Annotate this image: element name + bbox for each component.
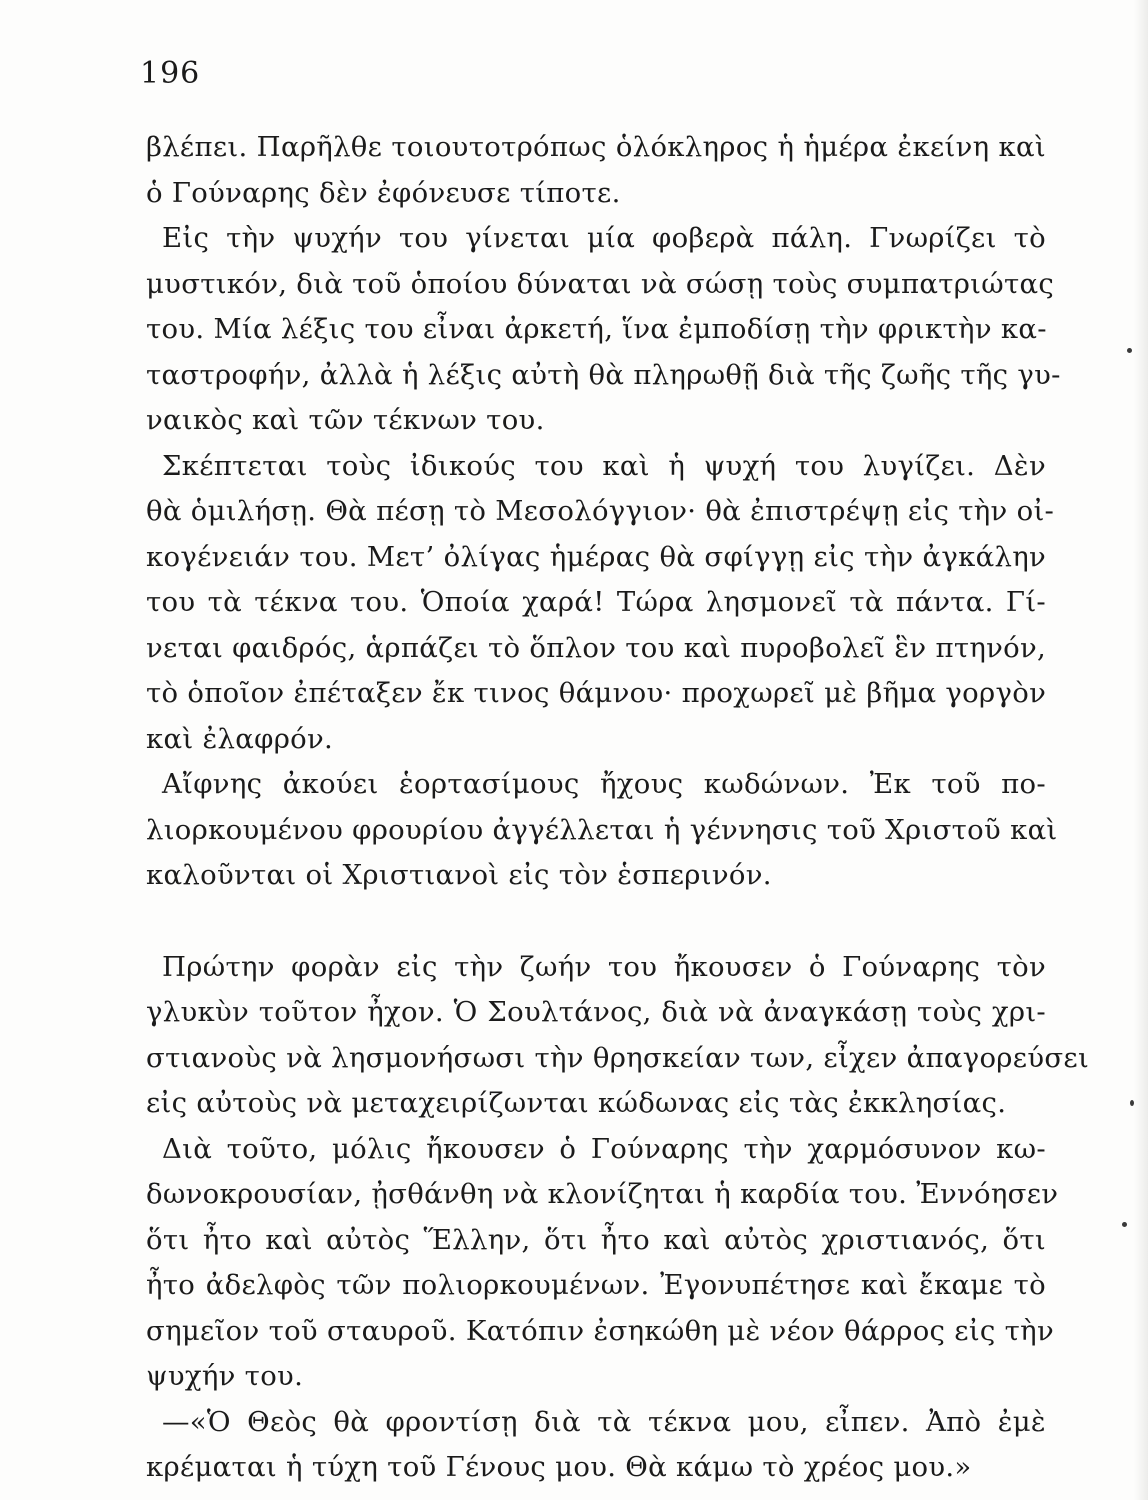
- section-gap: [146, 899, 1046, 945]
- text-line: μυστικόν, διὰ τοῦ ὁποίου δύναται νὰ σώσῃ τοὺς συμπατριώτας: [146, 267, 1055, 300]
- paragraph: [146, 125, 1046, 216]
- scan-speck: [1127, 348, 1132, 353]
- text-line: καὶ ἐλαφρόν.: [146, 722, 334, 755]
- text-line: του τὰ τέκνα του. Ὁποία χαρά! Τώρα λησμονεῖ τὰ πάντα. Γί-: [146, 586, 1046, 618]
- text-line: Αἴφνης ἀκούει ἑορτασίμους ἤχους κωδώνων. Ἐκ τοῦ πο-: [162, 768, 1046, 800]
- page-number: 196: [140, 56, 201, 91]
- text-line: Πρώτην φορὰν εἰς τὴν ζωήν του ἤκουσεν ὁ Γούναρης τὸν: [162, 950, 1046, 983]
- text-line: καλοῦνται οἱ Χριστιανοὶ εἰς τὸν ἑσπερινόν.: [146, 859, 772, 891]
- paragraph: [146, 945, 1090, 1127]
- text-line: ψυχήν του.: [146, 1360, 304, 1392]
- text-line: βλέπει. Παρῆλθε τοιουτοτρόπως ὁλόκληρος ἡ ἡμέρα ἐκείνη καὶ: [146, 131, 1046, 163]
- text-line: γλυκὺν τοῦτον ἦχον. Ὁ Σουλτάνος, διὰ νὰ ἀναγκάσῃ τοὺς χρι-: [146, 996, 1046, 1028]
- text-line: τὸ ὁποῖον ἐπέταξεν ἔκ τινος θάμνου· προχωρεῖ μὲ βῆμα γοργὸν: [146, 677, 1047, 709]
- body-text: [146, 125, 1090, 1491]
- text-line: —«Ὁ Θεὸς θὰ φροντίσῃ διὰ τὰ τέκνα μου, εἶπεν. Ἀπὸ ἐμὲ: [162, 1405, 1046, 1438]
- page-edge-shadow: [1134, 0, 1148, 1500]
- text-line: Εἰς τὴν ψυχήν του γίνεται μία φοβερὰ πάλη. Γνωρίζει τὸ: [162, 222, 1046, 254]
- scan-speck: [1122, 1222, 1127, 1227]
- text-line: του. Μία λέξις του εἶναι ἀρκετή, ἵνα ἐμποδίσῃ τὴν φρικτὴν κα-: [146, 313, 1047, 345]
- text-line: ταστροφήν, ἀλλὰ ἡ λέξις αὐτὴ θὰ πληρωθῇ διὰ τῆς ζωῆς τῆς γυ-: [146, 358, 1061, 391]
- text-line: κρέμαται ἡ τύχη τοῦ Γένους μου. Θὰ κάμω τὸ χρέος μου.»: [146, 1451, 972, 1483]
- text-line: κογένειάν του. Μετ’ ὀλίγας ἡμέρας θὰ σφίγγῃ εἰς τὴν ἀγκάλην: [146, 540, 1046, 573]
- text-line: θὰ ὁμιλήσῃ. Θὰ πέσῃ τὸ Μεσολόγγιον· θὰ ἐπιστρέψῃ εἰς τὴν οἰ-: [146, 495, 1055, 527]
- paragraph: [146, 1127, 1059, 1400]
- text-line: εἰς αὐτοὺς νὰ μεταχειρίζωνται κώδωνας εἰς τὰς ἐκκλησίας.: [146, 1087, 1007, 1119]
- text-line: Διὰ τοῦτο, μόλις ἤκουσεν ὁ Γούναρης τὴν χαρμόσυνον κω-: [162, 1132, 1046, 1165]
- text-line: δωνοκρουσίαν, ᾐσθάνθη νὰ κλονίζηται ἡ καρδία του. Ἐννόησεν: [146, 1178, 1059, 1210]
- text-line: ὁ Γούναρης δὲν ἐφόνευσε τίποτε.: [146, 176, 621, 209]
- text-line: λιορκουμένου φρουρίου ἀγγέλλεται ἡ γέννησις τοῦ Χριστοῦ καὶ: [146, 813, 1058, 846]
- text-line: στιανοὺς νὰ λησμονήσωσι τὴν θρησκείαν των, εἶχεν ἀπαγορεύσει: [146, 1041, 1090, 1074]
- text-line: σημεῖον τοῦ σταυροῦ. Κατόπιν ἐσηκώθη μὲ νέον θάρρος εἰς τὴν: [146, 1314, 1054, 1347]
- text-line: ἦτο ἀδελφὸς τῶν πολιορκουμένων. Ἐγονυπέτησε καὶ ἔκαμε τὸ: [146, 1269, 1046, 1301]
- paragraph: [146, 216, 1061, 444]
- paragraph: [146, 762, 1058, 899]
- text-line: νεται φαιδρός, ἁρπάζει τὸ ὅπλον του καὶ πυροβολεῖ ἓν πτηνόν,: [146, 631, 1047, 664]
- text-line: ὅτι ἦτο καὶ αὐτὸς Ἕλλην, ὅτι ἦτο καὶ αὐτὸς χριστιανός, ὅτι: [146, 1223, 1046, 1256]
- paragraph: [146, 1400, 1046, 1491]
- text-line: Σκέπτεται τοὺς ἰδικούς του καὶ ἡ ψυχή του λυγίζει. Δὲν: [162, 449, 1046, 482]
- paragraph: [146, 444, 1055, 763]
- text-line: ναικὸς καὶ τῶν τέκνων του.: [146, 404, 545, 436]
